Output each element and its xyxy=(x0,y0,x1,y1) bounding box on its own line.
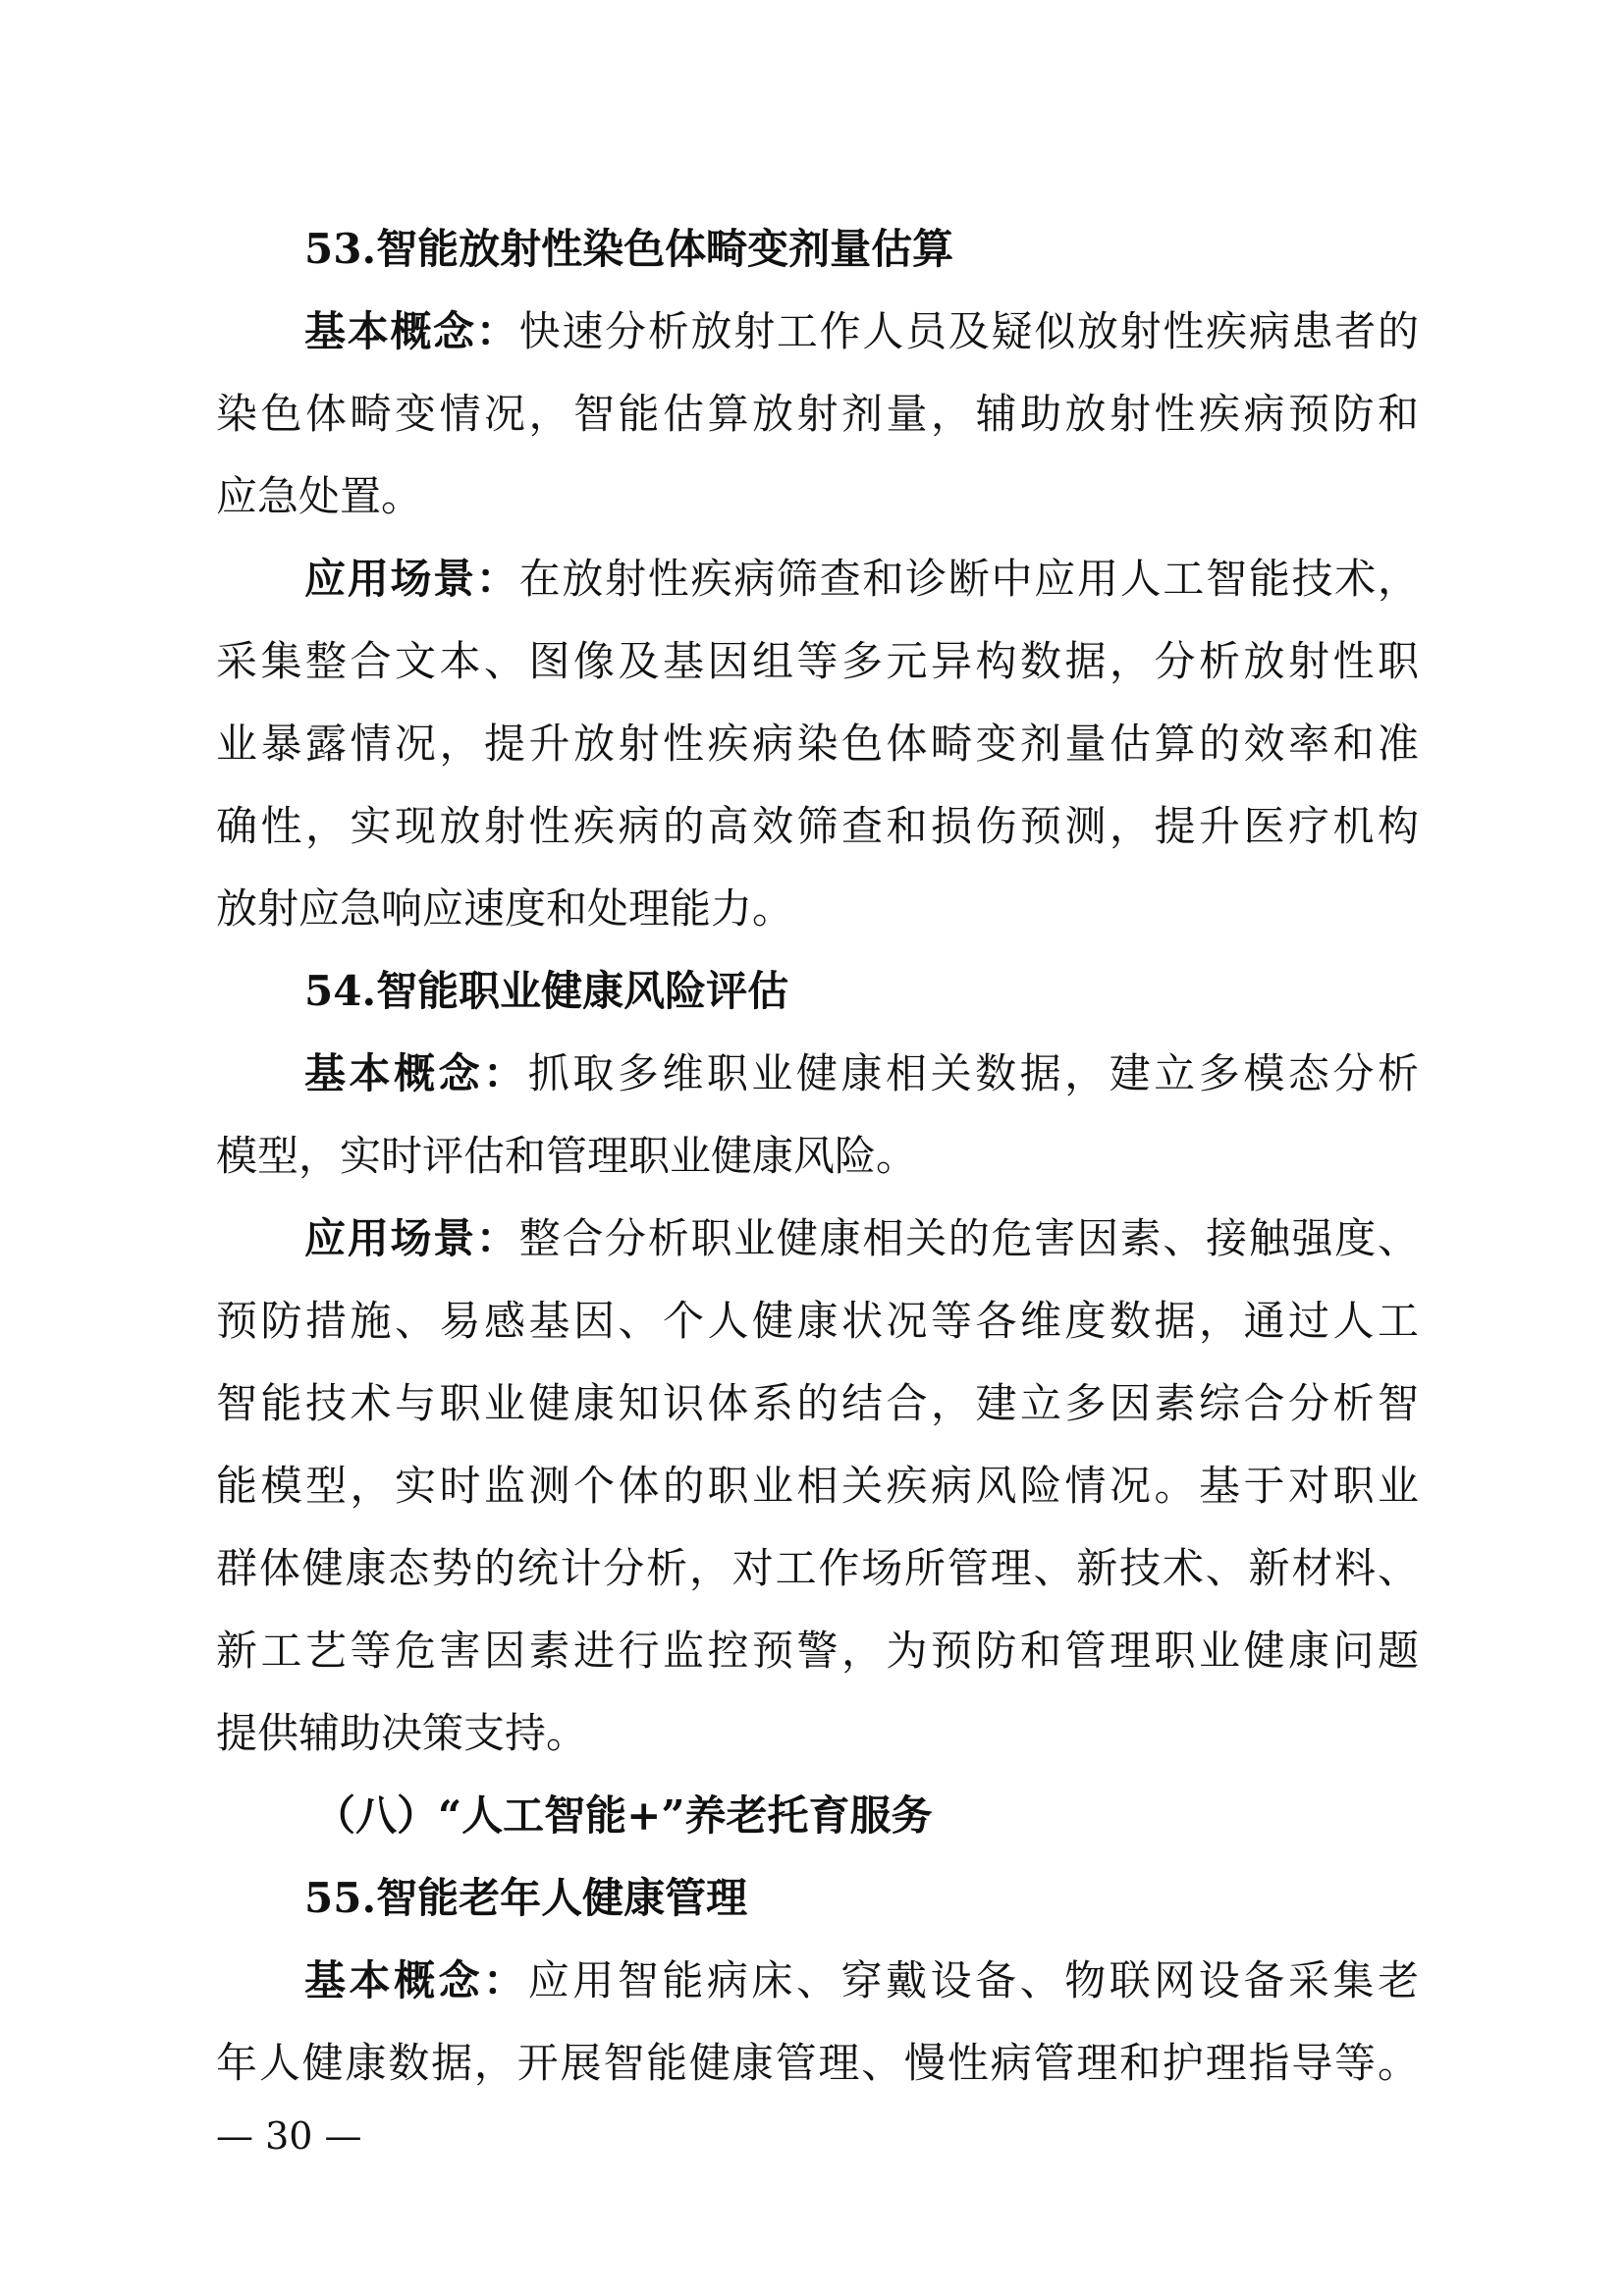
paragraph-line: 预防措施、易感基因、个人健康状况等各维度数据，通过人工 xyxy=(216,1297,1419,1345)
paragraph-line: 群体健康态势的统计分析，对工作场所管理、新技术、新材料、 xyxy=(216,1544,1419,1592)
paragraph-text: 整合分析职业健康相关的危害因素、接触强度、 xyxy=(518,1214,1419,1262)
paragraph-text: 应用智能病床、穿戴设备、物联网设备采集老 xyxy=(527,1956,1419,2004)
item-heading: 54.智能职业健康风险评估 xyxy=(304,967,789,1015)
paragraph-line: 新工艺等危害因素进行监控预警，为预防和管理职业健康问题 xyxy=(216,1627,1419,1675)
paragraph-label: 基本概念： xyxy=(304,307,519,355)
paragraph-line xyxy=(304,1940,1419,2022)
paragraph-line: 模型，实时评估和管理职业健康风险。 xyxy=(216,1132,918,1180)
paragraph-line: 能模型，实时监测个体的职业相关疾病风险情况。基于对职业 xyxy=(216,1462,1419,1510)
item-heading: 53.智能放射性染色体畸变剂量估算 xyxy=(304,225,954,273)
paragraph-line: 应急处置。 xyxy=(216,472,423,520)
paragraph-text: 在放射性疾病筛查和诊断中应用人工智能技术， xyxy=(518,555,1419,603)
section-heading: （八）“人工智能+”养老托育服务 xyxy=(314,1791,933,1840)
paragraph-text: 快速分析放射工作人员及疑似放射性疾病患者的 xyxy=(518,307,1419,355)
paragraph-line: 智能技术与职业健康知识体系的结合，建立多因素综合分析智 xyxy=(216,1379,1419,1427)
paragraph-line: 采集整合文本、图像及基因组等多元异构数据，分析放射性职 xyxy=(216,637,1419,685)
paragraph-label: 应用场景： xyxy=(304,555,519,603)
paragraph-line: 放射应急响应速度和处理能力。 xyxy=(216,884,794,933)
paragraph-label: 基本概念： xyxy=(304,1049,528,1097)
paragraph-text: 抓取多维职业健康相关数据，建立多模态分析 xyxy=(527,1049,1419,1097)
paragraph-line xyxy=(304,1198,1419,1280)
paragraph-line: 确性，实现放射性疾病的高效筛查和损伤预测，提升医疗机构 xyxy=(216,802,1419,850)
paragraph-line xyxy=(304,291,1419,373)
paragraph-line: 提供辅助决策支持。 xyxy=(216,1709,588,1757)
page-number: — 30 — xyxy=(216,2114,362,2158)
paragraph-line: 年人健康数据，开展智能健康管理、慢性病管理和护理指导等。 xyxy=(216,2039,1419,2087)
item-heading: 55.智能老年人健康管理 xyxy=(304,1874,748,1922)
paragraph-line: 染色体畸变情况，智能估算放射剂量，辅助放射性疾病预防和 xyxy=(216,390,1419,438)
paragraph-line xyxy=(304,1033,1419,1115)
paragraph-label: 基本概念： xyxy=(304,1956,528,2004)
paragraph-label: 应用场景： xyxy=(304,1214,519,1262)
paragraph-line xyxy=(304,538,1419,620)
paragraph-line: 业暴露情况，提升放射性疾病染色体畸变剂量估算的效率和准 xyxy=(216,720,1419,768)
